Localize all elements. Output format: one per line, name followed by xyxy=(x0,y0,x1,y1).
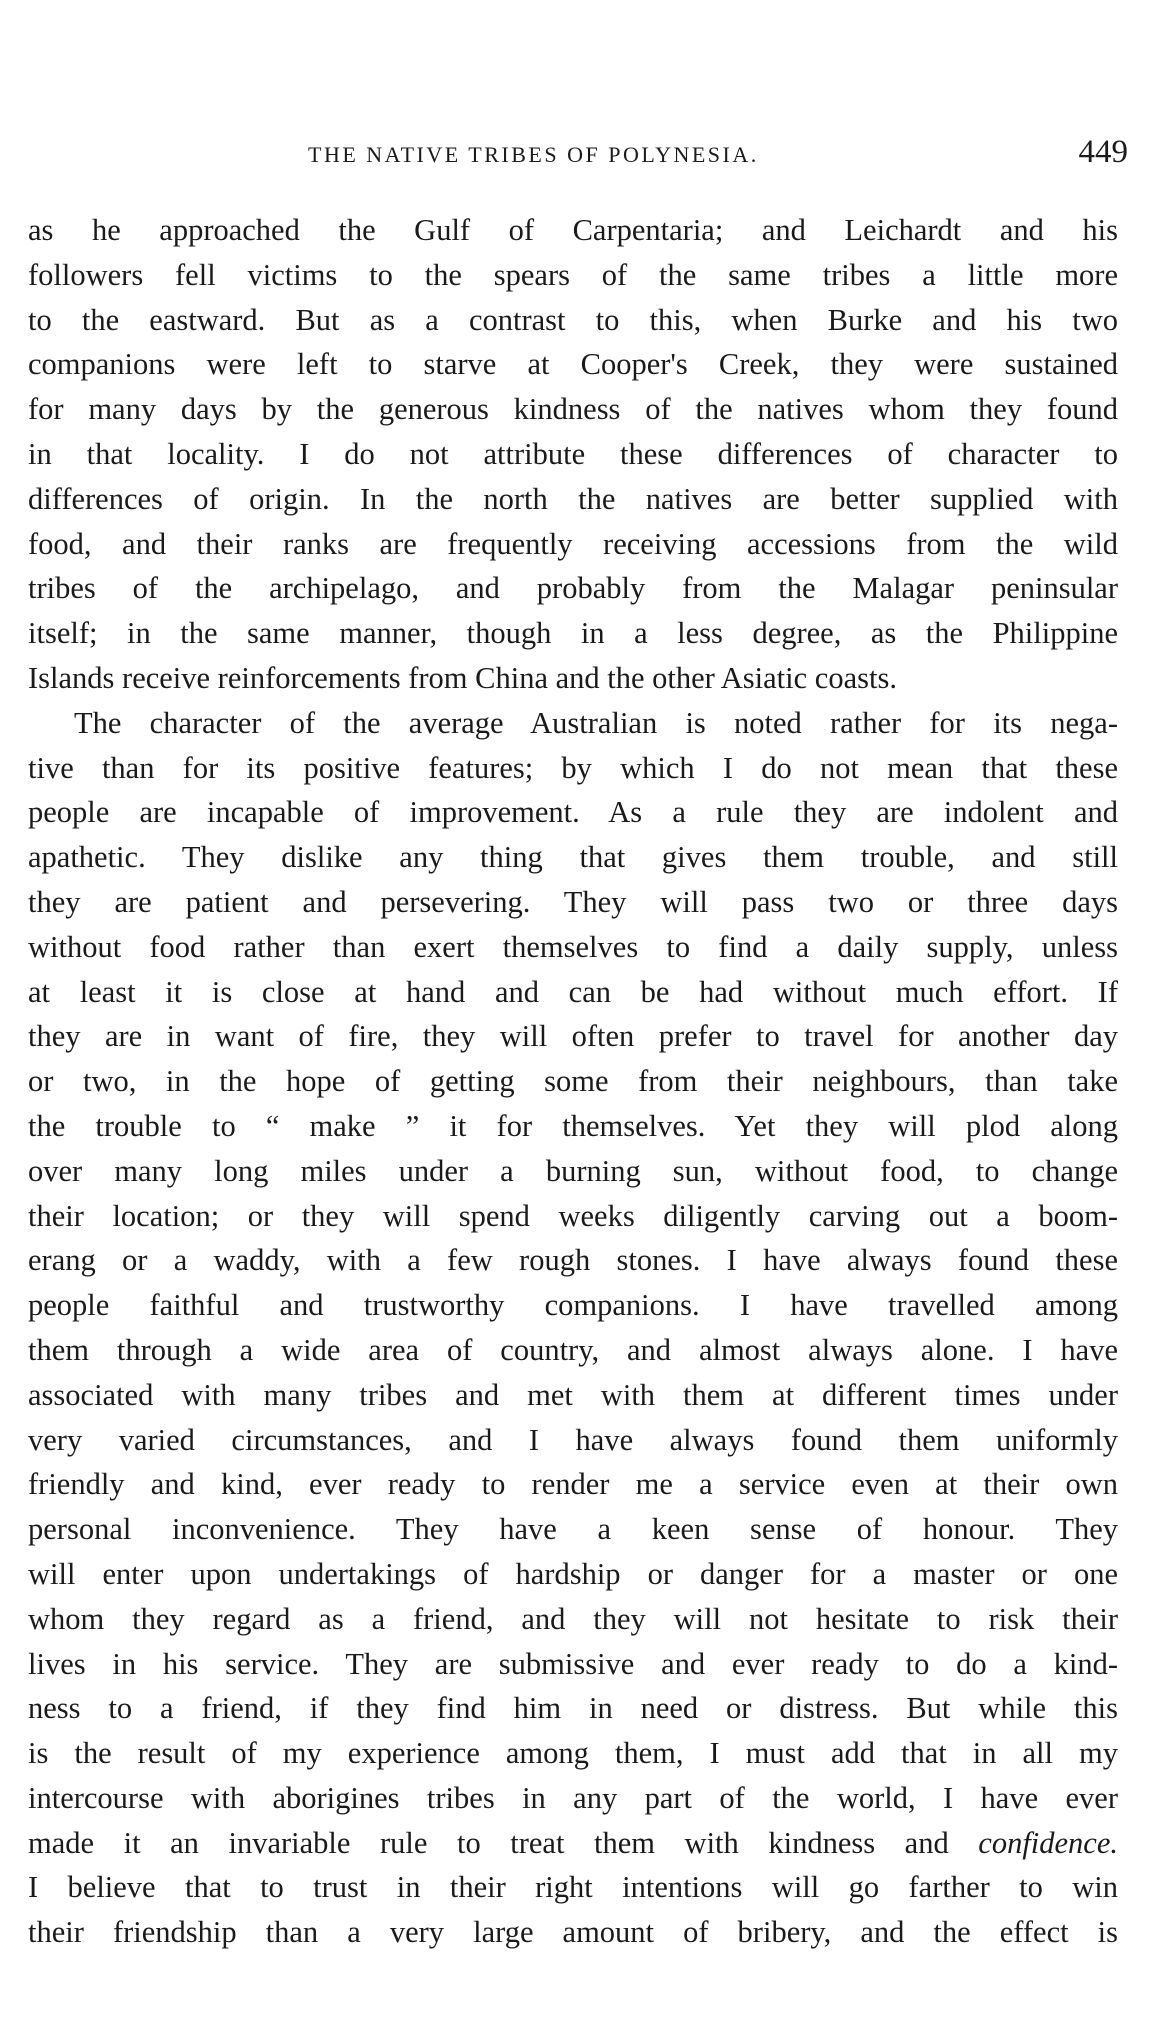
text-line: to the eastward. But as a contrast to this, when Burke and his two xyxy=(28,302,1118,337)
text-line: as he approached the Gulf of Carpentaria; and Leichardt and his xyxy=(28,213,1118,247)
text-line: tribes of the archipelago, and probably from the Malagar peninsular xyxy=(28,571,1118,606)
text-line: associated with many tribes and met with them at different times under xyxy=(28,1377,1118,1412)
running-head xyxy=(28,134,1128,174)
text-line-with-italic xyxy=(28,1821,1118,1866)
text-line: them through a wide area of country, and almost always alone. I have xyxy=(28,1332,1118,1367)
text-line: tive than for its positive features; by which I do not mean that these xyxy=(28,750,1118,785)
text-line: The character of the average Australian is noted rather for its nega- xyxy=(74,705,1118,740)
text-line: people are incapable of improvement. As a rule they are indolent and xyxy=(28,795,1118,830)
text-line: friendly and kind, ever ready to render me a service even at their own xyxy=(28,1467,1118,1502)
page-number: 449 xyxy=(1078,134,1128,170)
text-line: apathetic. They dislike any thing that gives them trouble, and still xyxy=(28,840,1118,875)
text-line: the trouble to “ make ” it for themselves. Yet they will plod along xyxy=(28,1108,1118,1143)
text-line: followers fell victims to the spears of the same tribes a little more xyxy=(28,257,1118,292)
text-line: I believe that to trust in their right intentions will go farther to win xyxy=(28,1870,1118,1905)
text-line: is the result of my experience among them, I must add that in all my xyxy=(28,1736,1118,1771)
text-line: their location; or they will spend weeks diligently carving out a boom- xyxy=(28,1198,1118,1233)
text-line: will enter upon undertakings of hardship or danger for a master or one xyxy=(28,1556,1118,1591)
text-line: without food rather than exert themselves to find a daily supply, unless xyxy=(28,929,1118,964)
text-line: Islands receive reinforcements from China and the other Asiatic coasts. xyxy=(28,660,897,695)
text-line: erang or a waddy, with a few rough stones. I have always found these xyxy=(28,1243,1118,1278)
text-line: in that locality. I do not attribute these differences of character to xyxy=(28,436,1118,471)
text-line: over many long miles under a burning sun, without food, to change xyxy=(28,1153,1118,1188)
text-line: differences of origin. In the north the natives are better supplied with xyxy=(28,481,1118,516)
text-line: intercourse with aborigines tribes in any part of the world, I have ever xyxy=(28,1780,1118,1815)
text-line: lives in his service. They are submissive and ever ready to do a kind- xyxy=(28,1646,1118,1681)
text-line: people faithful and trustworthy companions. I have travelled among xyxy=(28,1288,1118,1323)
text-line: they are in want of fire, they will often prefer to travel for another day xyxy=(28,1019,1118,1054)
body-text xyxy=(28,208,1118,1955)
text-line: personal inconvenience. They have a keen sense of honour. They xyxy=(28,1512,1118,1547)
text-line: whom they regard as a friend, and they will not hesitate to risk their xyxy=(28,1601,1118,1636)
text-line: at least it is close at hand and can be had without much effort. If xyxy=(28,974,1118,1009)
text-line-roman-part: made it an invariable rule to treat them with kindness and xyxy=(28,1825,949,1860)
text-line: for many days by the generous kindness of the natives whom they found xyxy=(28,392,1118,427)
running-title: THE NATIVE TRIBES OF POLYNESIA. xyxy=(308,142,759,167)
text-line: they are patient and persevering. They will pass two or three days xyxy=(28,884,1118,919)
text-line: very varied circumstances, and I have always found them uniformly xyxy=(28,1422,1118,1457)
italic-word: confidence. xyxy=(978,1825,1118,1860)
text-line: itself; in the same manner, though in a less degree, as the Philippine xyxy=(28,616,1118,651)
text-line: companions were left to starve at Cooper's Creek, they were sustained xyxy=(28,347,1118,382)
text-line: ness to a friend, if they find him in need or distress. But while this xyxy=(28,1691,1118,1726)
text-line: food, and their ranks are frequently receiving accessions from the wild xyxy=(28,526,1118,561)
text-line: their friendship than a very large amount of bribery, and the effect is xyxy=(28,1915,1118,1950)
text-line: or two, in the hope of getting some from their neighbours, than take xyxy=(28,1064,1118,1099)
